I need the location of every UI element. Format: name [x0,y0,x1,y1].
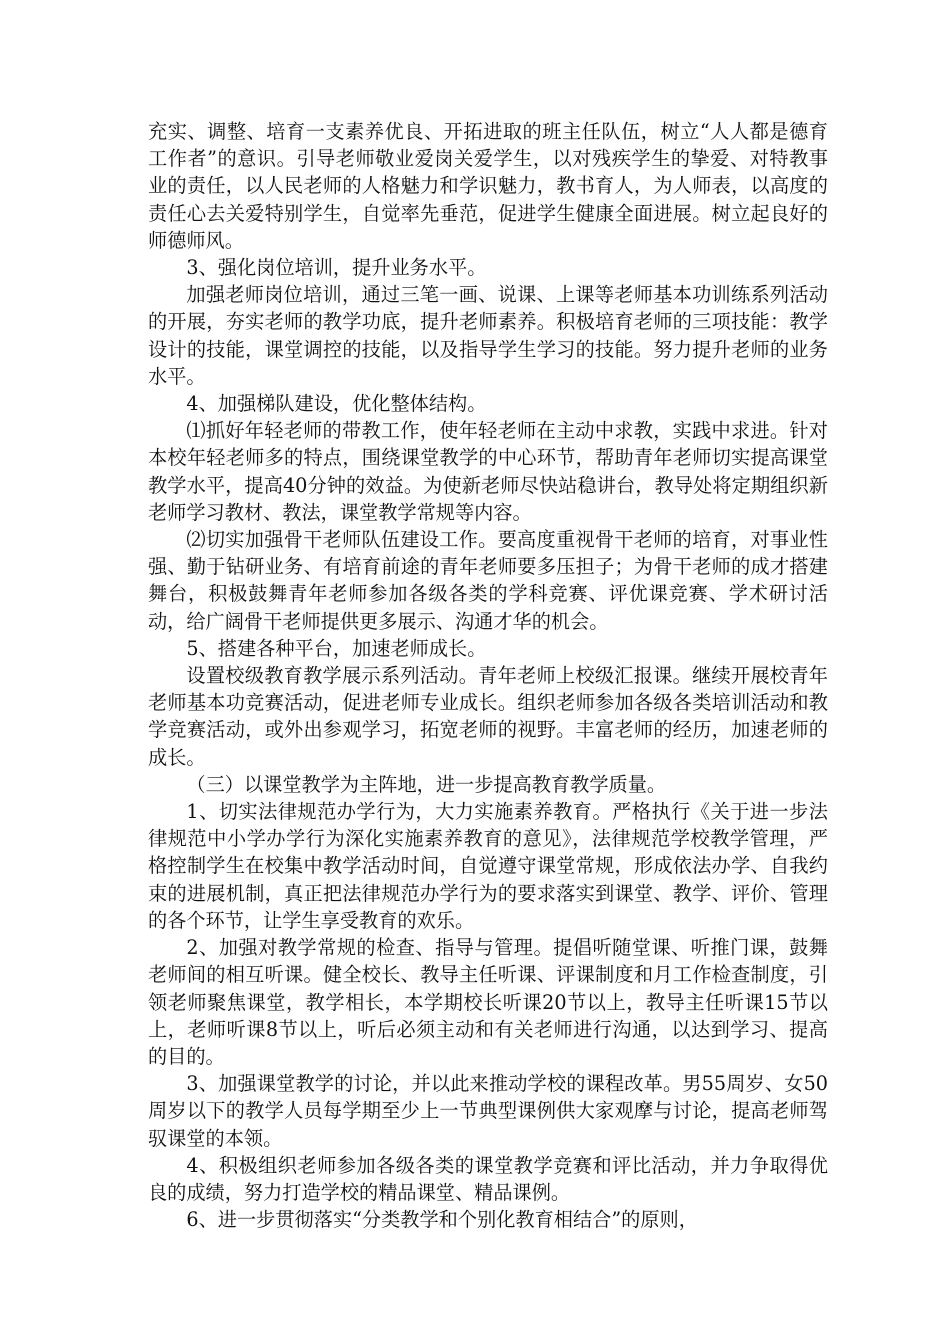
paragraph-classroom-discussion: 3、加强课堂教学的讨论，并以此来推动学校的课程改革。男55周岁、女50周岁以下的教学人员每学期至少上一节典型课例供大家观摩与讨论，提高老师驾驭课堂的本领。 [148,1072,828,1150]
paragraph-young-teachers: ⑴抓好年轻老师的带教工作，使年轻老师在主动中求教，实践中求进。针对本校年轻老师多的特点，围绕课堂教学的中心环节，帮助青年老师切实提高课堂教学水平，提高40分钟的效益。为使新老师尽快站稳讲台，教导处将定期组织新老师学习教材、教法，课堂教学常规等内容。 [148,419,828,524]
paragraph-teacher-team: 充实、调整、培育一支素养优良、开拓进取的班主任队伍，树立“人人都是德育工作者”的意识。引导老师敬业爱岗关爱学生，以对残疾学生的挚爱、对特教事业的责任，以人民老师的人格魅力和学识魅力，教书育人，为人师表，以高度的责任心去关爱特别学生，自觉率先垂范，促进学生健康全面进展。树立起良好的师德师风。 [148,120,828,252]
paragraph-teaching-routine: 2、加强对教学常规的检查、指导与管理。提倡听随堂课、听推门课，鼓舞老师间的相互听课。健全校长、教导主任听课、评课制度和月工作检查制度，引领老师聚焦课堂，教学相长，本学期校长听课20节以上，教导主任听课15节以上，老师听课8节以上，听后必须主动和有关老师进行沟通，以达到学习、提高的目的。 [148,936,828,1068]
heading-echelon-building: 4、加强梯队建设，优化整体结构。 [186,392,487,416]
heading-post-training: 3、强化岗位培训，提升业务水平。 [186,256,487,280]
paragraph-standardize-schooling: 1、切实法律规范办学行为，大力实施素养教育。严格执行《关于进一步法律规范中小学办学行为深化实施素养教育的意见》，法律规范学校教学管理，严格控制学生在校集中教学活动时间，自觉遵守课堂常规，形成依法办学、自我约束的进展机制，真正把法律规范办学行为的要求落实到课堂、教学、评价、管理的各个环节，让学生享受教育的欢乐。 [148,800,828,932]
heading-section-three: （三）以课堂教学为主阵地，进一步提高教育教学质量。 [186,772,667,796]
heading-platforms: 5、搭建各种平台，加速老师成长。 [186,636,487,660]
paragraph-backbone-teachers: ⑵切实加强骨干老师队伍建设工作。要高度重视骨干老师的培育，对事业性强、勤于钻研业务、有培育前途的青年老师要多压担子；为骨干老师的成才搭建舞台，积极鼓舞青年老师参加各级各类的学科竞赛、评优课竞赛、学术研讨活动，给广阔骨干老师提供更多展示、沟通才华的机会。 [148,528,828,633]
paragraph-classified-teaching: 6、进一步贯彻落实“分类教学和个别化教育相结合”的原则， [186,1208,698,1232]
paragraph-post-training: 加强老师岗位培训，通过三笔一画、说课、上课等老师基本功训练系列活动的开展，夯实老师的教学功底，提升老师素养。积极培育老师的三项技能：教学设计的技能，课堂调控的技能，以及指导学生学习的技能。努力提升老师的业务水平。 [148,283,828,388]
paragraph-platforms: 设置校级教育教学展示系列活动。青年老师上校级汇报课。继续开展校青年老师基本功竞赛活动，促进老师专业成长。组织老师参加各级各类培训活动和教学竞赛活动，或外出参观学习，拓宽老师的视野。丰富老师的经历，加速老师的成长。 [148,664,828,769]
paragraph-competitions: 4、积极组织老师参加各级各类的课堂教学竞赛和评比活动，并力争取得优良的成绩，努力打造学校的精品课堂、精品课例。 [148,1153,828,1204]
document-page [148,118,828,1233]
